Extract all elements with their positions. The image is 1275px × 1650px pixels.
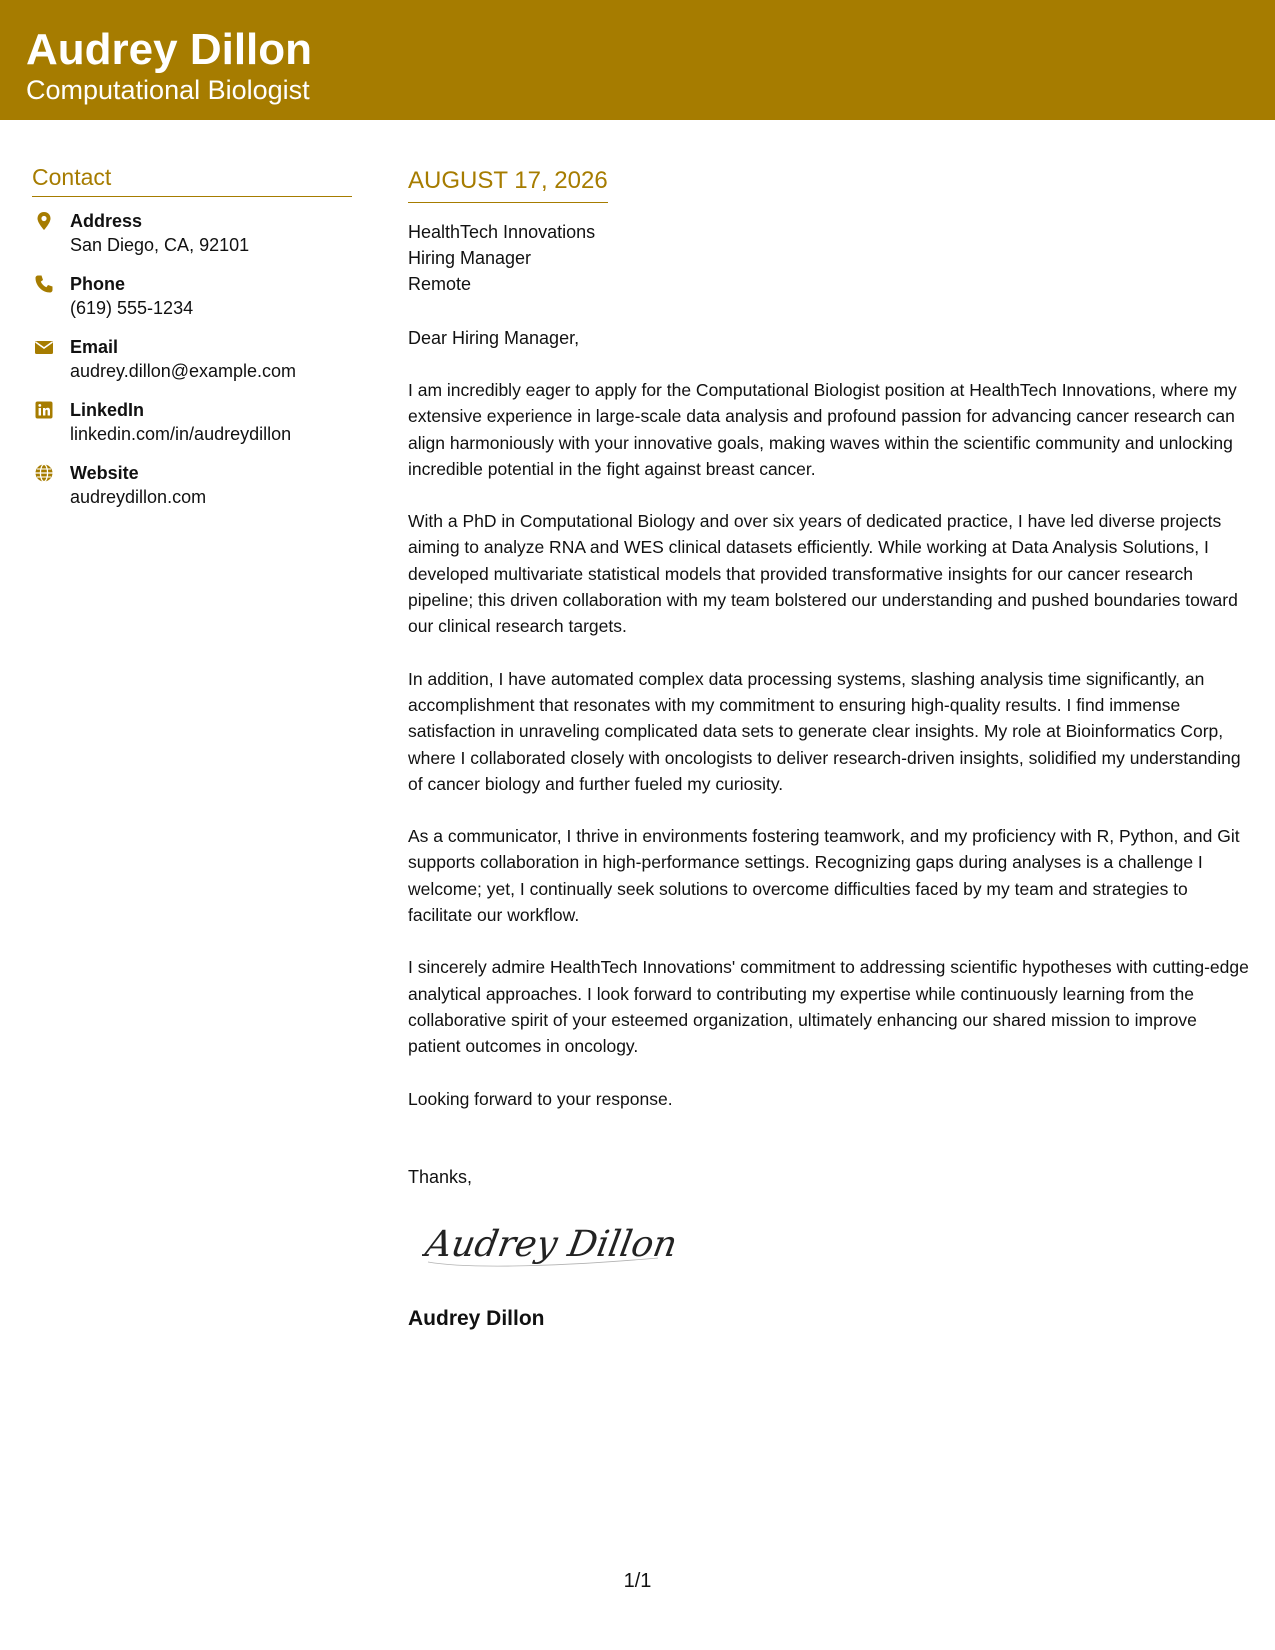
contact-item-phone [32,272,352,335]
contact-label: Phone [70,274,126,294]
contact-item-email [32,335,352,398]
contact-item-website [32,461,352,524]
page-number: 1/1 [623,1570,652,1592]
applicant-role: Computational Biologist [26,75,310,105]
globe-icon [34,463,54,483]
letter-paragraph: I sincerely admire HealthTech Innovations' commitment to addressing scientific hypotheses with cutting-edge analytical approaches. I look forward to contributing my expertise while continuously learning from the collaborative spirit of your esteemed organization, ultimately enhancing our shared mission to improve patient outcomes in oncology. [408,957,1249,1057]
phone-icon [34,274,54,294]
contact-item-linkedin [32,398,352,461]
letter-paragraph: Looking forward to your response. [408,1088,673,1109]
letter-paragraph: In addition, I have automated complex data processing systems, slashing analysis time significantly, an accomplishment that resonates with my commitment to ensuring high-quality results. I find immense satisfaction in unraveling complicated data sets to generate clear insights. My role at Bioinformatics Corp, where I collaborated closely with oncologists to deliver research-driven insights, solidified my understanding of cancer biology and further fueled my curiosity. [408,668,1241,794]
contact-value: San Diego, CA, 92101 [70,235,250,255]
envelope-icon [34,337,54,357]
recipient-block [408,219,1253,297]
contact-section-title: Contact [32,160,352,197]
recipient-company: HealthTech Innovations [408,222,596,242]
letter-paragraph: As a communicator, I thrive in environments fostering teamwork, and my proficiency with R, Python, and Git supports collaboration in high-performance settings. Recognizing gaps during analyses is a challenge I welcome; yet, I continually seek solutions to overcome difficulties faced by my team and strategies to facilitate our workflow. [408,826,1240,926]
linkedin-icon [34,400,54,420]
letter-paragraph: With a PhD in Computational Biology and over six years of dedicated practice, I have led diverse projects aiming to analyze RNA and WES clinical datasets efficiently. While working at Data Analysis Solutions, I developed multivariate statistical models that provided transformative insights for our cancer research pipeline; this driven collaboration with my team bolstered our understanding and pushed boundaries toward our clinical research targets. [408,511,1238,637]
signature-image [422,1210,682,1280]
contact-value: linkedin.com/in/audreydillon [70,424,292,444]
page-header [0,0,1275,120]
recipient-location: Remote [408,274,472,294]
letter-paragraph: I am incredibly eager to apply for the Computational Biologist position at HealthTech Innovations, where my extensive experience in large-scale data analysis and profound passion for advancing cancer research can align harmoniously with your innovative goals, making waves within the scientific community and unlocking incredible potential in the fight against breast cancer. [408,380,1237,479]
signer-name: Audrey Dillon [408,1306,545,1330]
salutation: Dear Hiring Manager, [408,328,580,348]
letter-body [408,164,1253,1333]
contact-label: Address [70,211,143,231]
map-pin-icon [34,211,54,231]
contact-value: (619) 555-1234 [70,298,194,318]
contact-value: audreydillon.com [70,487,207,507]
recipient-title: Hiring Manager [408,248,532,268]
contact-item-address [32,209,352,272]
svg-text:Audrey Dillon: Audrey Dillon [422,1222,681,1265]
contact-label: Website [70,463,139,483]
contact-value: audrey.dillon@example.com [70,361,297,381]
contact-label: LinkedIn [70,400,145,420]
contact-label: Email [70,337,119,357]
applicant-name: Audrey Dillon [26,25,313,74]
contact-sidebar [32,160,352,524]
closing: Thanks, [408,1166,473,1187]
letter-date: AUGUST 17, 2026 [408,164,608,203]
